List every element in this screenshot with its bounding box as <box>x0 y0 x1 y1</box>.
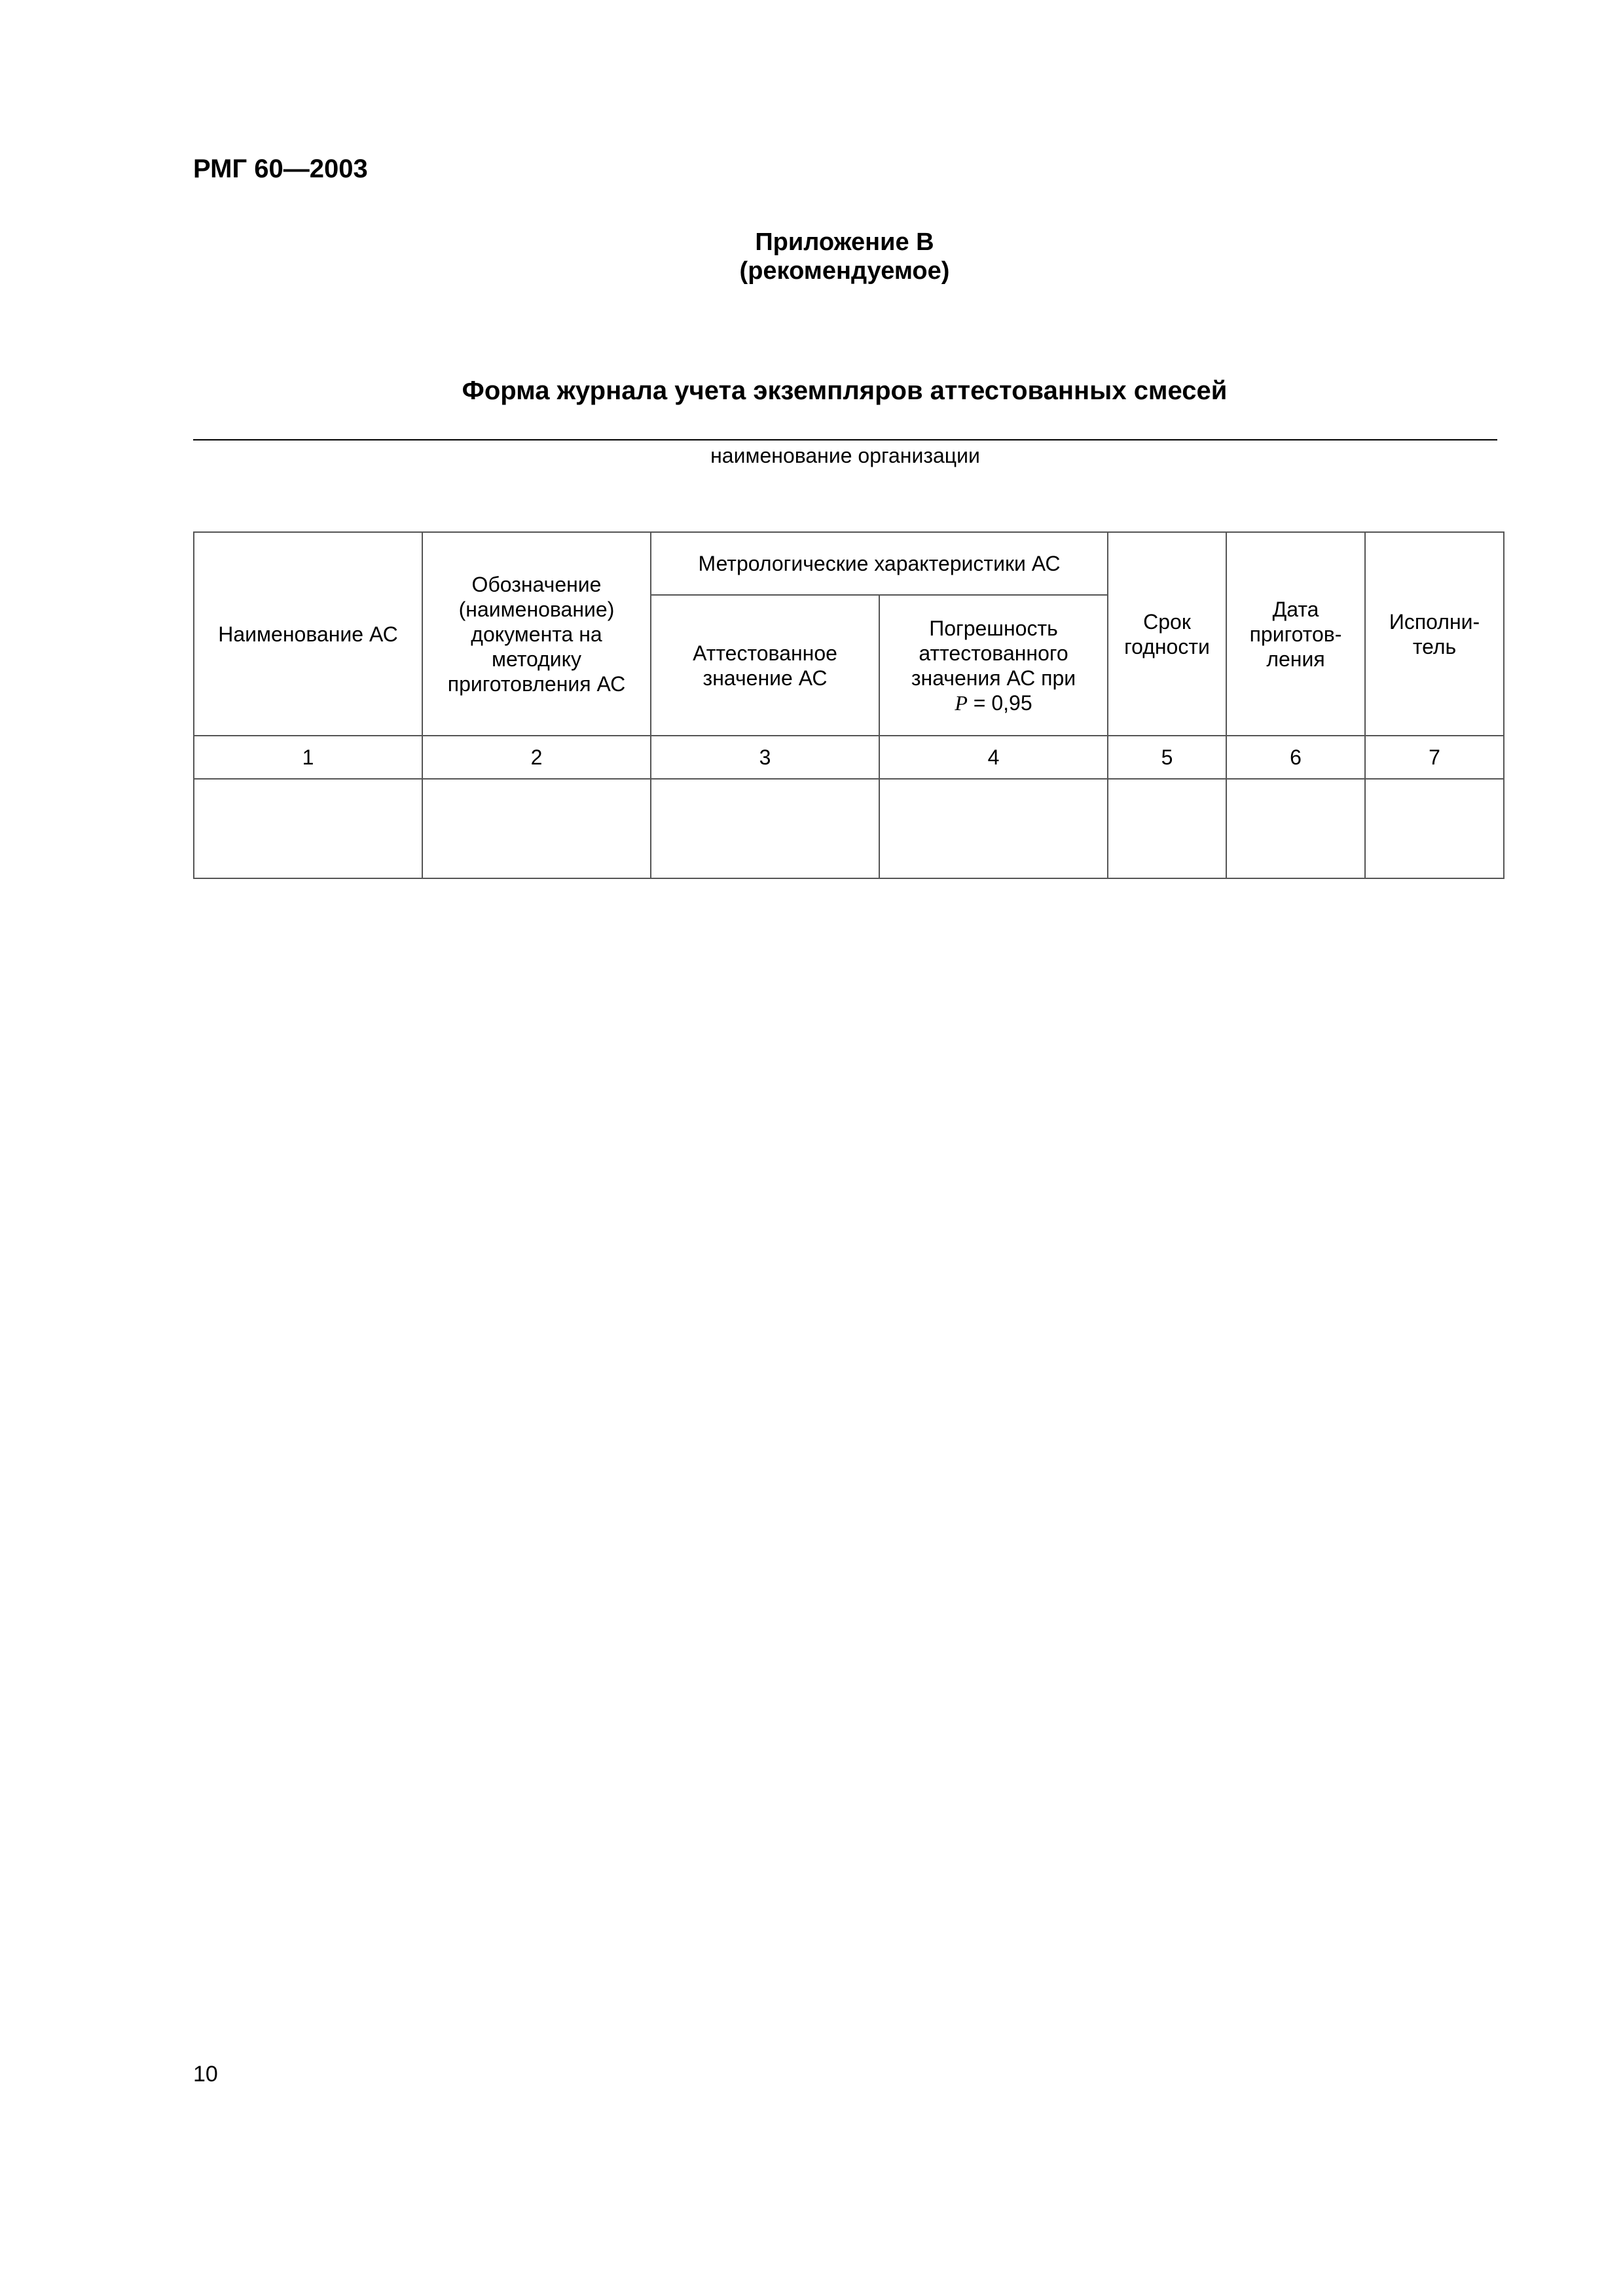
header-name: Наименование АС <box>194 532 422 736</box>
header-certified-value: Аттестованное значение АС <box>651 595 879 736</box>
column-number: 4 <box>879 736 1108 779</box>
table-cell <box>1108 779 1226 878</box>
column-number: 2 <box>422 736 651 779</box>
column-number: 6 <box>1226 736 1365 779</box>
table-cell <box>422 779 651 878</box>
table-row <box>194 779 1504 878</box>
header-uncertainty <box>879 595 1108 736</box>
header-executor: Исполни-тель <box>1365 532 1504 736</box>
column-number: 3 <box>651 736 879 779</box>
header-metrological-group: Метрологические характеристики АС <box>651 532 1108 595</box>
organization-name-line <box>193 439 1497 440</box>
page-number: 10 <box>193 2062 218 2087</box>
column-number: 1 <box>194 736 422 779</box>
appendix-title: Приложение В <box>755 228 934 256</box>
column-number: 7 <box>1365 736 1504 779</box>
column-numbers-row <box>194 736 1504 779</box>
table-cell <box>1226 779 1365 878</box>
header-preparation-date: Дата приготов-ления <box>1226 532 1365 736</box>
header-document: Обозначение (наименование) документа на методику приготовления АС <box>422 532 651 736</box>
header-shelf-life: Срок годности <box>1108 532 1226 736</box>
appendix-status: (рекомендуемое) <box>739 257 950 285</box>
document-code: РМГ 60—2003 <box>193 154 368 183</box>
form-title: Форма журнала учета экземпляров аттестованных смесей <box>462 376 1228 405</box>
table-cell <box>879 779 1108 878</box>
table-cell <box>1365 779 1504 878</box>
header-uncertainty-variable: P <box>955 691 968 715</box>
journal-table <box>193 531 1504 879</box>
table-cell <box>194 779 422 878</box>
organization-caption: наименование организации <box>710 444 980 467</box>
header-uncertainty-text: Погрешность аттестованного значения АС при <box>911 616 1076 690</box>
column-number: 5 <box>1108 736 1226 779</box>
table-cell <box>651 779 879 878</box>
header-uncertainty-value: = 0,95 <box>967 691 1032 715</box>
